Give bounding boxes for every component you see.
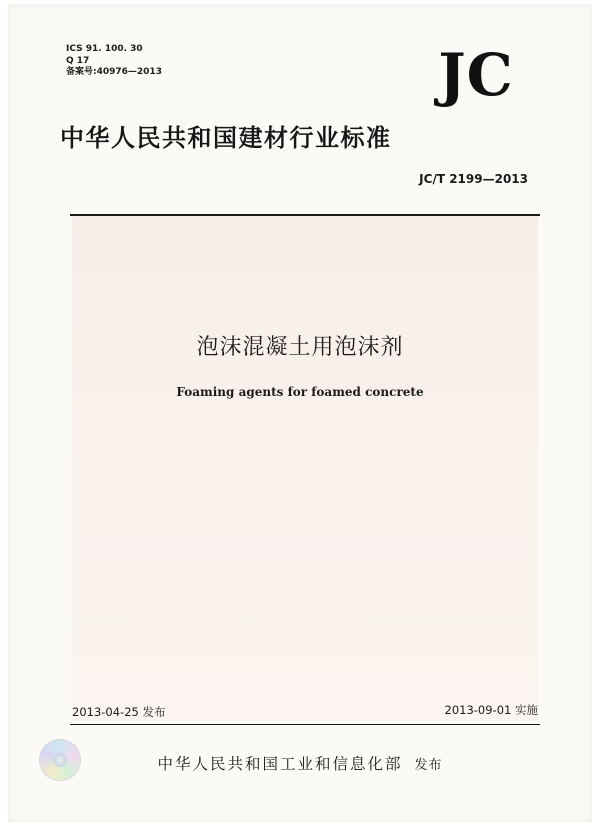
- implementation-date: 2013-09-01 实施: [444, 703, 538, 717]
- publisher-suffix: 发布: [414, 758, 443, 773]
- filing-number: 备案号:40976—2013: [66, 67, 162, 77]
- publisher: [0, 752, 600, 774]
- publisher-name: 中华人民共和国工业和信息化部: [157, 755, 403, 773]
- english-title: Foaming agents for foamed concrete: [176, 385, 424, 399]
- ics-code: ICS 91. 100. 30: [66, 44, 143, 54]
- classification-block: [66, 44, 162, 79]
- content-area: [72, 216, 538, 721]
- ccs-code: Q 17: [66, 55, 90, 66]
- chinese-title: 泡沫混凝土用泡沫剂: [196, 335, 404, 360]
- standard-number: JC/T 2199—2013: [419, 172, 528, 186]
- bottom-divider: [70, 724, 540, 725]
- standard-category: 中华人民共和国建材行业标准: [60, 124, 392, 152]
- jc-logo: JC: [438, 41, 514, 109]
- issue-date: 2013-04-25 发布: [72, 705, 166, 719]
